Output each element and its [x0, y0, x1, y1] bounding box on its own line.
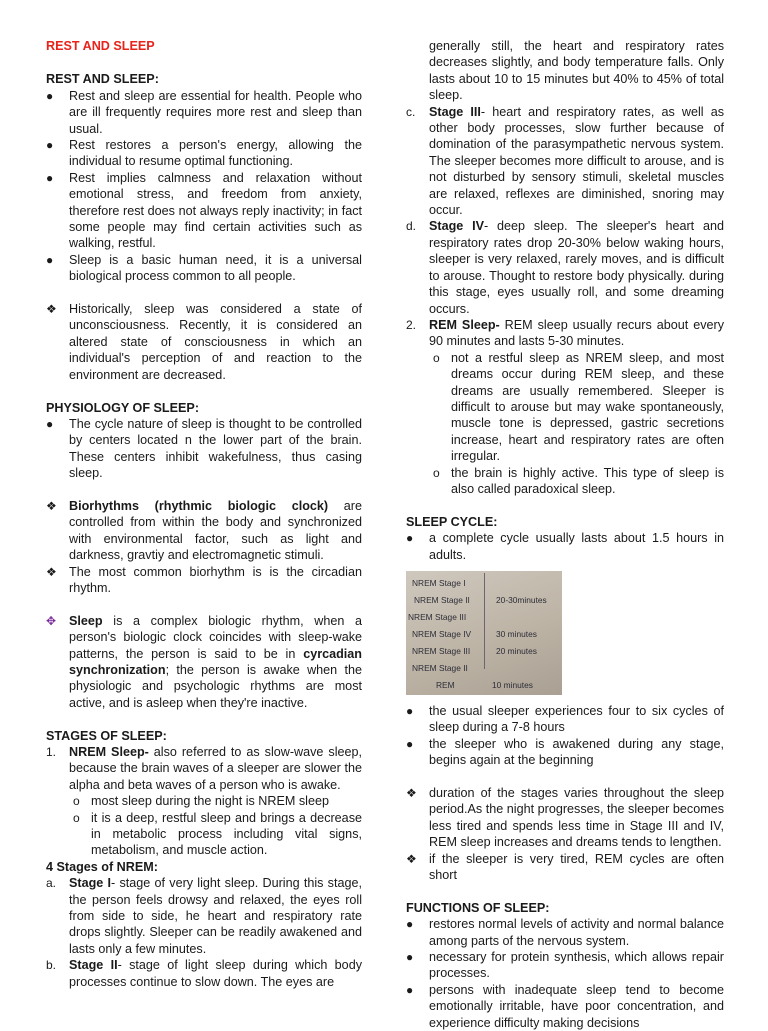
diamond-bullet-icon: ❖	[46, 498, 57, 513]
list-item: ● a complete cycle usually lasts about 1.5 hours in adults.	[406, 531, 724, 562]
diamond-bullet-icon: ❖	[406, 786, 417, 800]
circle-bullet-icon: o	[73, 810, 80, 825]
document-title: REST AND SLEEP	[46, 39, 155, 53]
circle-bullet-icon: o	[433, 465, 440, 480]
list-item: o the brain is highly active. This type of sleep is also called paradoxical sleep.	[433, 465, 724, 496]
left-column	[46, 38, 362, 990]
list-item: o not a restful sleep as NREM sleep, and most dreams occur during REM sleep, and these dreams are usually remembered. Sleeper is difficult to arouse but may wake spontaneously, muscle tone is depressed, gastric secretions increase, heart and respiratory rates are often irregular.	[433, 350, 724, 464]
cycle-duration-label: 30 minutes	[496, 628, 537, 639]
bullet-icon: ●	[46, 138, 54, 153]
bullet-icon: ●	[406, 703, 414, 718]
bullet-icon: ●	[406, 736, 414, 751]
sleep-cycle-image	[406, 571, 562, 695]
bullet-icon: ●	[46, 88, 54, 103]
list-item: ● the usual sleeper experiences four to six cycles of sleep during a 7-8 hours	[406, 703, 724, 735]
circle-bullet-icon: o	[433, 350, 440, 365]
list-item: 1. NREM Sleep- also referred to as slow-wave sleep, because the brain waves of a sleeper are slower the alpha and beta waves of a person who is awake.	[46, 744, 363, 792]
diamond-bullet-icon: ❖	[46, 302, 57, 317]
list-item: ● necessary for protein synthesis, which allows repair processes.	[406, 950, 724, 981]
list-item: a. Stage I- stage of very light sleep. During this stage, the person feels drowsy and relaxed, the eyes roll from side to side, he heart and respiratory rate drops slightly. Sleeper can be readily awakened and lasts only a few minutes.	[46, 876, 362, 956]
list-item: ❖ The most common biorhythm is is the circadian rhythm.	[46, 564, 362, 595]
list-item: b. Stage II- stage of light sleep during which body processes continue to slow down. The eyes are	[46, 958, 362, 989]
list-item: generally still, the heart and respiratory rates decreases slightly, and body temperature falls. Only lasts about 10 to 15 minutes but 40% to 45% of total sleep.	[429, 39, 724, 103]
bullet-icon: ●	[406, 917, 414, 932]
cycle-stage-label: REM	[436, 679, 455, 690]
right-column	[406, 38, 724, 1031]
list-item: o most sleep during the night is NREM sleep	[73, 794, 329, 809]
sleep-cycle-heading: SLEEP CYCLE:	[406, 514, 498, 529]
list-item: ✥ Sleep is a complex biologic rhythm, when a person's biologic clock coincides with sleep-wake patterns, the person is said to be in cyrcadian synchronization; the person is awake when the physiologic and psychologic rhythms are most active, and is asleep when they're inactive.	[46, 613, 362, 710]
list-item: ● persons with inadequate sleep tend to become emotionally irritable, have poor concentration, and experience difficulty making decisions	[406, 982, 724, 1030]
list-item: c. Stage III- heart and respiratory rates, as well as other body processes, slow further because of domination of the parasympathetic nervous system. The sleeper becomes more difficult to arouse, and is not disturbed by sensory stimuli, skeletal muscles are relaxed, reflexes are diminished, snoring may occur.	[406, 104, 724, 218]
bullet-icon: ●	[406, 950, 414, 965]
diamond-bullet-icon: ❖	[46, 564, 57, 579]
list-item: ● Sleep is a basic human need, it is a universal biological process common to all people.	[46, 252, 362, 284]
cycle-duration-label: 20 minutes	[496, 645, 537, 656]
cycle-stage-label: NREM Stage II	[414, 594, 470, 605]
list-item: o it is a deep, restful sleep and brings a decrease in metabolic process including vital signs, metabolism, and muscle action.	[73, 810, 362, 858]
functions-heading: FUNCTIONS OF SLEEP:	[406, 900, 550, 915]
list-item: ● The cycle nature of sleep is thought to be controlled by centers located n the lower part of the brain. These centers inhibit wakefulness, thus casing sleep.	[46, 416, 362, 481]
list-item: ● the sleeper who is awakened during any stage, begins again at the beginning	[406, 736, 724, 768]
circle-bullet-icon: o	[73, 794, 80, 809]
list-item: ❖ Biorhythms (rhythmic biologic clock) are controlled from within the body and synchronized with environmental factor, such as light and darkness, gravtiy and electromagnetic stimuli.	[46, 498, 362, 563]
bullet-icon: ●	[406, 982, 414, 997]
cycle-bracket-line	[484, 573, 485, 669]
cycle-stage-label: NREM Stage IV	[412, 628, 472, 639]
cycle-stage-label: NREM Stage II	[412, 662, 468, 673]
list-item: ● Rest implies calmness and relaxation without emotional stress, and freedom from anxiety, therefore rest does not always reply inactivity; in fact some people may find certain activities such as walking, restful.	[46, 170, 362, 251]
list-item: ● Rest restores a person's energy, allowing the individual to resume optimal functioning.	[46, 138, 362, 169]
list-item: ● restores normal levels of activity and normal balance among parts of the nervous system.	[406, 917, 724, 948]
physiology-heading: PHYSIOLOGY OF SLEEP:	[46, 400, 200, 415]
bullet-icon: ●	[46, 170, 54, 185]
list-item: 2. REM Sleep- REM sleep usually recurs about every 90 minutes and lasts 5-30 minutes.	[406, 317, 725, 349]
bullet-icon: ●	[46, 416, 54, 431]
cycle-stage-label: NREM Stage III	[412, 645, 471, 656]
rest-and-sleep-heading: REST AND SLEEP:	[46, 72, 159, 87]
cycle-duration-label: 10 minutes	[492, 679, 533, 690]
diamond-bullet-icon: ❖	[406, 851, 417, 866]
bullet-icon: ●	[406, 531, 414, 546]
stages-heading: STAGES OF SLEEP:	[46, 728, 167, 743]
bullet-icon: ●	[46, 252, 54, 267]
list-item: d. Stage IV- deep sleep. The sleeper's heart and respiratory rates drop 20-30% below waking hours, sleeper is very relaxed, rarely moves, and is difficult to arouse. Thought to restore body physically. during this stage, eyes usually roll, and some dreaming occurs.	[406, 219, 724, 316]
cycle-duration-label: 20-30minutes	[496, 594, 547, 605]
cycle-stage-label: NREM Stage III	[408, 611, 467, 622]
four-arrow-bullet-icon: ✥	[46, 613, 57, 628]
four-stages-heading: 4 Stages of NREM:	[46, 859, 158, 874]
list-item: ❖ if the sleeper is very tired, REM cycles are often short	[406, 851, 724, 883]
cycle-stage-label: NREM Stage I	[412, 577, 466, 588]
list-item: ❖ duration of the stages varies throughout the sleep period.As the night progresses, the sleeper becomes less tired and spends less time in Stage III and IV, REM sleep increases and dreams tends to lengthen.	[406, 786, 724, 850]
list-item: ❖ Historically, sleep was considered a state of unconsciousness. Recently, it is considered an altered state of consciousness in which an individual's perception of and reaction to the environment are decreased.	[46, 302, 362, 382]
list-item: ● Rest and sleep are essential for health. People who are ill frequently requires more rest and sleep than usual.	[46, 88, 362, 136]
